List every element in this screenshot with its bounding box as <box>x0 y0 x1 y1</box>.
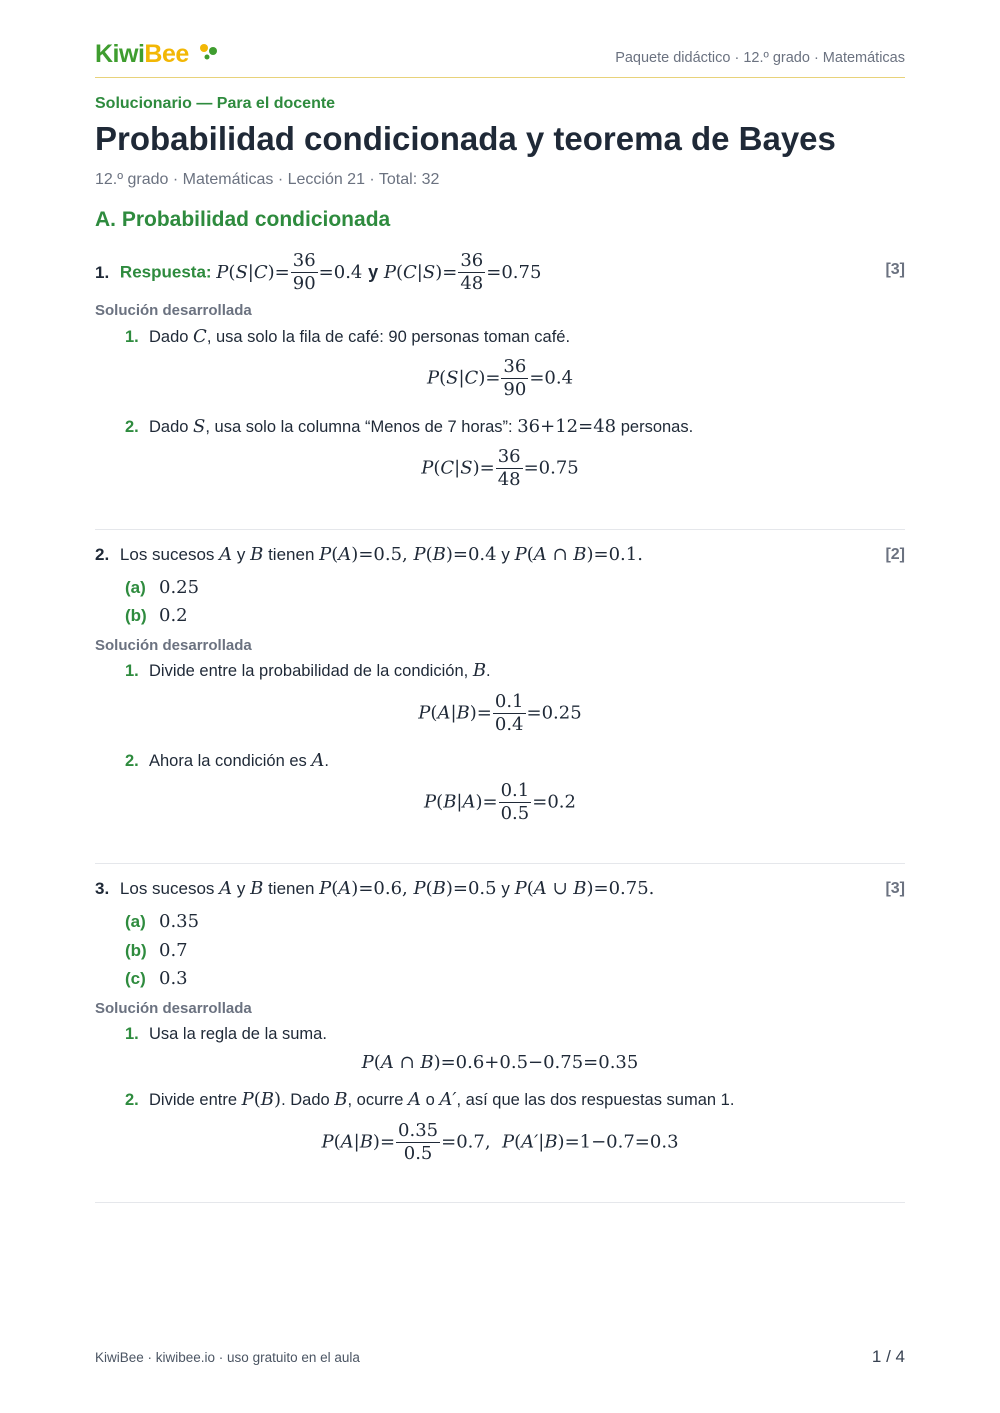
section-a-title: A. Probabilidad condicionada <box>95 208 391 231</box>
solution-step-2: 2. Ahora la condición es A. <box>125 750 329 771</box>
equation: P(A ∩ B)=0.6+0.5−0.75=0.35 <box>361 1052 639 1073</box>
solution-label: Solución desarrollada <box>95 637 252 654</box>
equation: P(A|B)= $\frac{0.35}{0.5}$ =0.7, P(A′|B)=1−0.7=0.3 <box>321 1120 679 1164</box>
solution-label: Solución desarrollada <box>95 1000 252 1017</box>
question-3: 3. Los sucesos A y B tienen P(A)=0.6, P(B)=0.5 y P(A ∪ B)=0.75. [3] <box>95 878 905 899</box>
answer-part-b: (b) 0.2 <box>125 605 188 626</box>
question-1 <box>95 250 905 295</box>
divider <box>95 863 905 864</box>
logo-bee-text: Bee <box>144 40 189 68</box>
question-number: 2. <box>95 545 110 564</box>
divider <box>95 529 905 530</box>
page-header <box>95 38 905 78</box>
brand-logo <box>95 40 189 69</box>
header-meta: Paquete didáctico · 12.º grado · Matemáticas <box>615 50 905 66</box>
divider <box>95 1202 905 1203</box>
answer-math: P(S|C)= $\frac{36}{90}$ =0.4 y P(C|S)= $\frac{36}{48}$ =0.75 <box>216 250 542 294</box>
answer-label: Respuesta: <box>119 262 212 282</box>
solution-step-1: 1. Usa la regla de la suma. <box>125 1025 327 1043</box>
equation: P(B|A)= $\frac{0.1}{0.5}$ =0.2 <box>424 780 576 824</box>
page-title: Probabilidad condicionada y teorema de Bayes <box>95 120 836 157</box>
worksheet-page <box>95 0 905 1413</box>
solution-step-1: 1. Dado C, usa solo la fila de café: 90 personas toman café. <box>125 326 571 347</box>
equation: P(A|B)= $\frac{0.1}{0.4}$ =0.25 <box>418 691 582 735</box>
answer-part-c: (c) 0.3 <box>125 968 188 989</box>
marks-badge: [2] <box>885 546 905 563</box>
answer-part-a: (a) 0.35 <box>125 911 200 932</box>
solution-label: Solución desarrollada <box>95 302 252 319</box>
question-2: 2. Los sucesos A y B tienen P(A)=0.5, P(B)=0.4 y P(A ∩ B)=0.1. [2] <box>95 544 905 565</box>
solution-step-1: 1. Divide entre la probabilidad de la condición, B. <box>125 660 491 681</box>
doc-kicker: Solucionario — Para el docente <box>95 95 336 112</box>
logo-kiwi-text: Kiwi <box>95 40 145 68</box>
answer-part-b: (b) 0.7 <box>125 940 188 961</box>
solution-step-2: 2. Dado S, usa solo la columna “Menos de 7 horas”: 36+12=48 personas. <box>125 416 694 437</box>
logo-dots-icon <box>199 42 219 62</box>
marks-badge: [3] <box>885 880 905 897</box>
footer-text: KiwiBee · kiwibee.io · uso gratuito en el aula <box>95 1350 360 1365</box>
marks-badge: [3] <box>885 261 905 278</box>
equation: P(S|C)= $\frac{36}{90}$ =0.4 <box>426 356 574 400</box>
equation: P(C|S)= $\frac{36}{48}$ =0.75 <box>421 446 579 490</box>
solution-step-2: 2. Divide entre P(B). Dado B, ocurre A o A′, así que las dos respuestas suman 1. <box>125 1089 735 1110</box>
question-number: 1. <box>95 262 110 282</box>
doc-subtitle: 12.º grado · Matemáticas · Lección 21 · Total: 32 <box>95 171 440 188</box>
question-number: 3. <box>95 879 110 898</box>
answer-part-a: (a) 0.25 <box>125 577 200 598</box>
page-number: 1 / 4 <box>871 1347 905 1366</box>
